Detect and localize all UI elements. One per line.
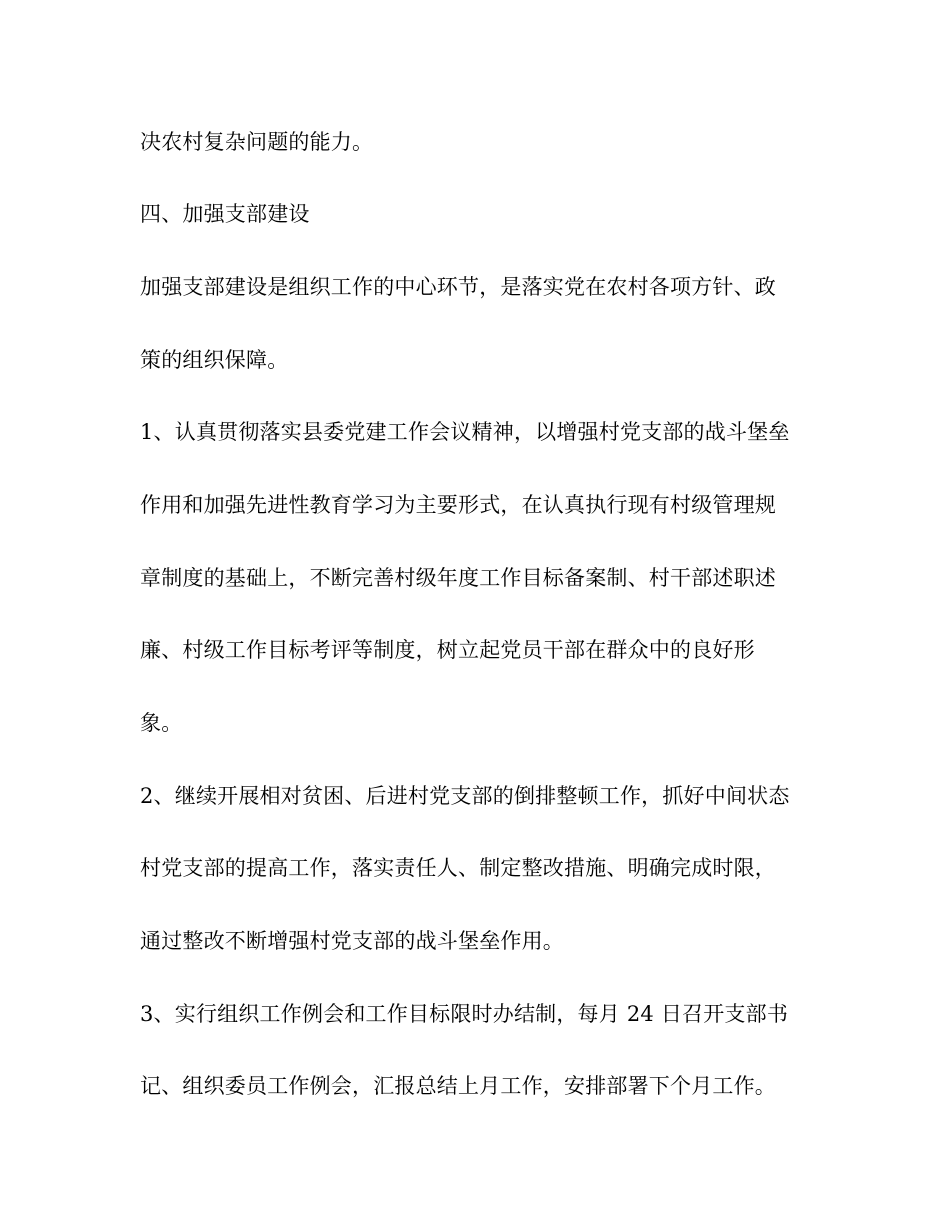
text-line: 决农村复杂问题的能力。: [140, 130, 374, 154]
text-line: 村党支部的提高工作，落实责任人、制定整改措施、明确完成时限，: [140, 856, 776, 880]
text-line: 章制度的基础上，不断完善村级年度工作目标备案制、村干部述职述: [140, 566, 776, 590]
text-line: 加强支部建设是组织工作的中心环节，是落实党在农村各项方针、政: [140, 275, 776, 299]
text-line: 记、组织委员工作例会，汇报总结上月工作，安排部署下个月工作。: [140, 1074, 776, 1098]
text-line: 廉、村级工作目标考评等制度，树立起党员干部在群众中的良好形: [140, 638, 755, 662]
text-line: 2、继续开展相对贫困、后进村党支部的倒排整顿工作，抓好中间状态: [140, 784, 790, 808]
text-line: 策的组织保障。: [140, 348, 289, 372]
text-line: 通过整改不断增强村党支部的战斗堡垒作用。: [140, 929, 564, 953]
text-line: 1、认真贯彻落实县委党建工作会议精神，以增强村党支部的战斗堡垒: [140, 420, 790, 444]
text-line: 象。: [140, 711, 183, 735]
text-line: 3、实行组织工作例会和工作目标限时办结制，每月 24 日召开支部书: [140, 1002, 789, 1026]
section-heading: 四、加强支部建设: [140, 202, 310, 226]
text-line: 作用和加强先进性教育学习为主要形式，在认真执行现有村级管理规: [140, 493, 776, 517]
